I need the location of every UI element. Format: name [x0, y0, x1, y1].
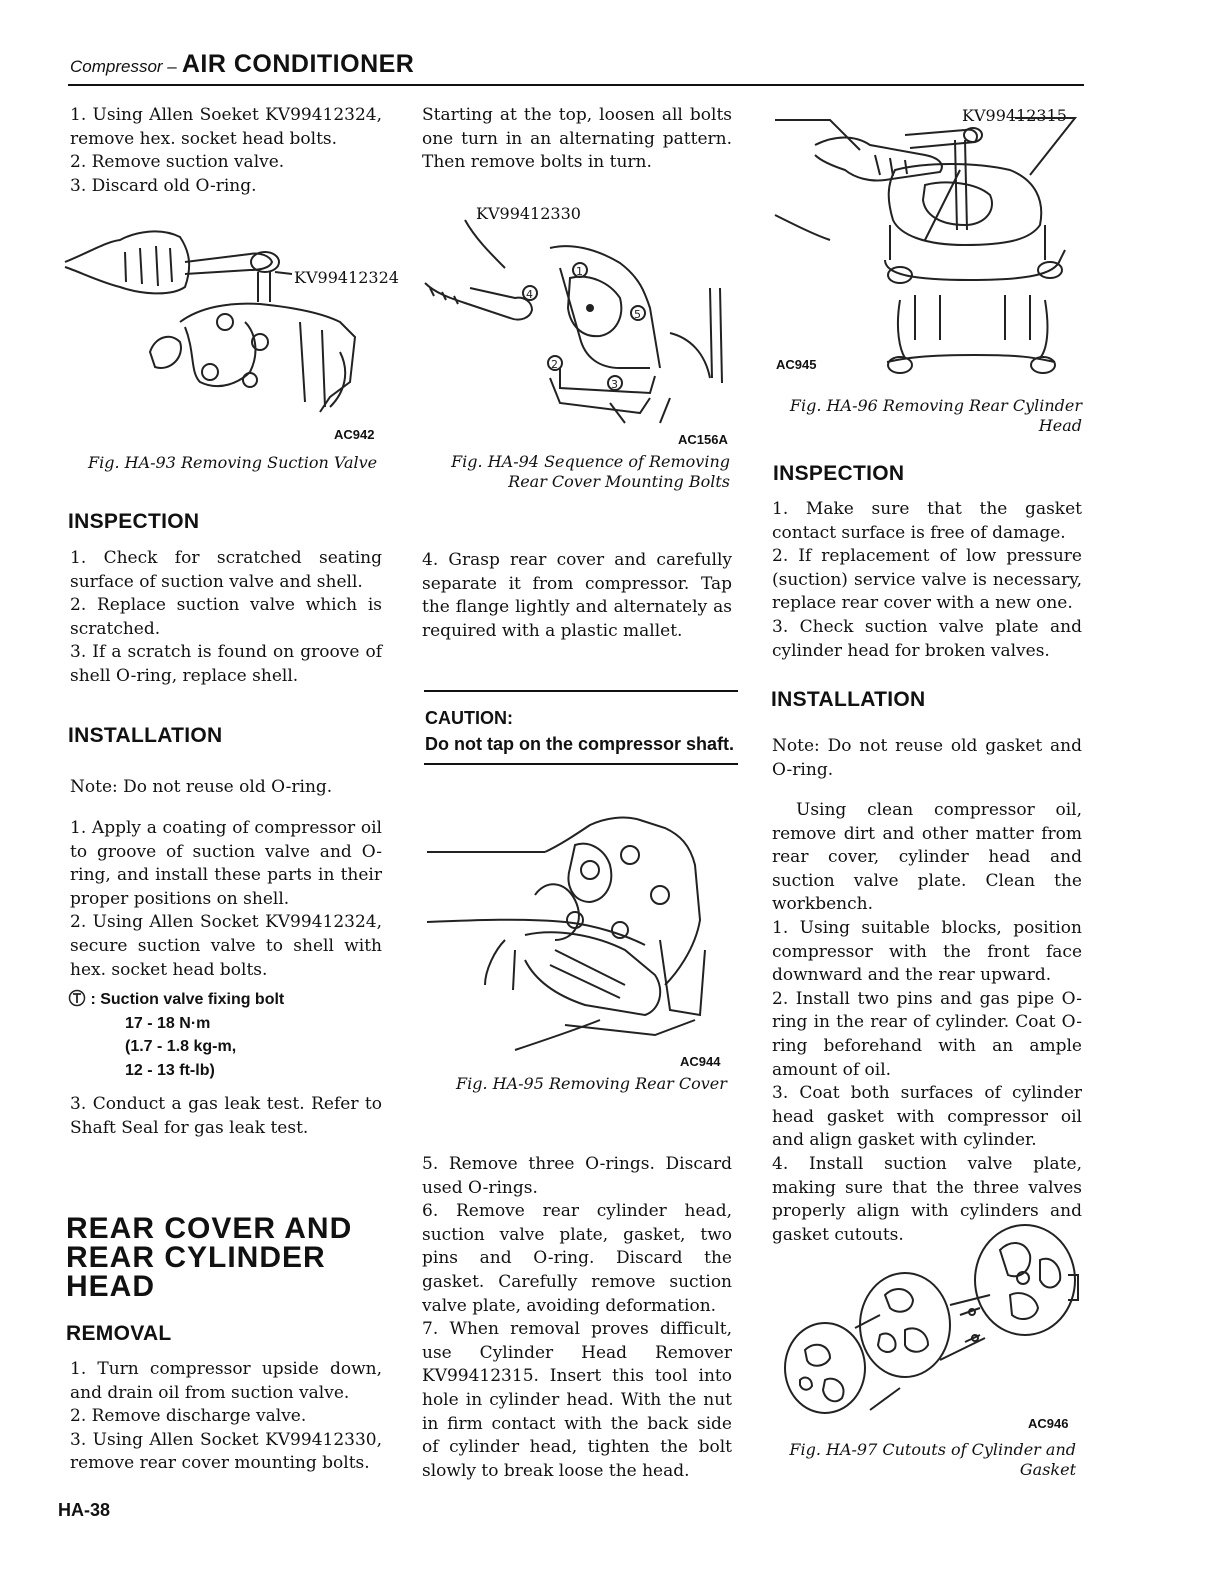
col2-step-6: 6. Remove rear cylinder head, suction valve plate, gasket, two pins and O-ring. Discard the gasket. Carefully remove suction valve plate, avoiding deformation. [422, 1201, 732, 1316]
fig96-tool-label: KV99412315 [962, 106, 1067, 125]
torque-label-row [68, 988, 388, 1012]
col2-intro [422, 104, 732, 175]
col1-intro-step-1: 1. Using Allen Soeket KV99412324, remove hex. socket head bolts. [70, 105, 382, 149]
header-rule [68, 84, 1084, 86]
fig97-caption [780, 1440, 1076, 1480]
col1-inspection-list [70, 547, 382, 689]
col1-intro-step-2: 2. Remove suction valve. [70, 152, 285, 173]
col1-inspection-item-3: 3. If a scratch is found on groove of shell O-ring, replace shell. [70, 642, 382, 686]
col1-installation-item-2: 2. Using Allen Socket KV99412324, secure suction valve to shell with hex. socket head bolts. [70, 912, 382, 980]
caution-bottom-rule [424, 763, 738, 765]
col1-installation-list [70, 817, 382, 982]
col1-intro [70, 104, 382, 198]
torque-label: : Suction valve fixing bolt [90, 991, 285, 1008]
col3-inspection-list [772, 498, 1082, 663]
caution-title: CAUTION: [425, 708, 513, 728]
col3-installation-item-2: 2. Install two pins and gas pipe O-ring in the rear of cylinder. Coat O-ring beforehand with an ample amount of oil. [772, 988, 1082, 1080]
fig95-caption: Fig. HA-95 Removing Rear Cover [456, 1074, 727, 1093]
header-title: AIR CONDITIONER [181, 50, 415, 78]
fig94-tool-label: KV99412330 [476, 204, 581, 223]
col1-installation-item-1: 1. Apply a coating of compressor oil to groove of suction valve and O-ring, and install these parts in their proper positions on shell. [70, 818, 382, 909]
fig96-caption [780, 396, 1082, 436]
fig96-caption-text: Fig. HA-96 Removing Rear Cylinder Head [789, 396, 1082, 435]
col3-installation-heading: INSTALLATION [771, 688, 926, 711]
col3-inspection-item-2: 2. If replacement of low pressure (suction) service valve is necessary, replace rear cover with a new one. [772, 546, 1082, 614]
torque-icon [68, 989, 86, 1007]
fig96-illustration [775, 100, 1085, 385]
col2-step-5: 5. Remove three O-rings. Discard used O-rings. [422, 1154, 732, 1198]
fig94-number-5: 5 [634, 308, 641, 321]
col1-inspection-heading-wrap [68, 510, 199, 534]
fig97-illustration [780, 1220, 1080, 1420]
caution-text: Do not tap on the compressor shaft. [425, 734, 735, 754]
col3-installation-body [772, 799, 1082, 1247]
fig94-number-4: 4 [526, 288, 533, 301]
col3-inspection-heading-wrap [773, 462, 904, 486]
rear-cover-heading: REAR COVER AND REAR CYLINDER HEAD [66, 1212, 353, 1303]
fig95-illustration [425, 810, 735, 1055]
fig96-code: AC945 [776, 357, 817, 372]
col1-inspection-heading: INSPECTION [68, 510, 200, 533]
fig94-number-2: 2 [551, 358, 558, 371]
removal-item-1: 1. Turn compressor upside down, and drain oil from suction valve. [70, 1359, 382, 1403]
header-section: Compressor – [70, 57, 177, 76]
torque-spec [68, 988, 388, 1082]
fig93-code: AC942 [334, 427, 375, 442]
removal-heading-wrap [66, 1322, 172, 1346]
rear-cover-heading-wrap [66, 1214, 386, 1301]
col1-installation-note-text: Note: Do not reuse old O-ring. [70, 777, 333, 797]
removal-heading: REMOVAL [66, 1322, 172, 1345]
col1-intro-step-3: 3. Discard old O-ring. [70, 175, 257, 196]
fig97-caption-text: Fig. HA-97 Cutouts of Cylinder and Gasket [789, 1440, 1076, 1479]
fig94-caption [440, 452, 730, 492]
removal-item-2: 2. Remove discharge valve. [70, 1406, 307, 1427]
fig95-code: AC944 [680, 1054, 721, 1069]
fig93-caption: Fig. HA-93 Removing Suction Valve [88, 453, 378, 472]
caution-top-rule [424, 690, 738, 692]
torque-value-3: 12 - 13 ft-lb) [125, 1061, 215, 1079]
fig94-caption-text: Fig. HA-94 Sequence of Removing Rear Cover Mounting Bolts [451, 452, 730, 491]
fig93-illustration [60, 212, 390, 422]
col1-installation-item-3: 3. Conduct a gas leak test. Refer to Shaft Seal for gas leak test. [70, 1094, 382, 1138]
col1-installation-heading-wrap [68, 724, 222, 748]
removal-list [70, 1358, 382, 1476]
torque-value-2: (1.7 - 1.8 kg-m, [125, 1038, 237, 1055]
col1-installation-item-3-wrap [70, 1093, 382, 1140]
col1-inspection-item-1: 1. Check for scratched seating surface of suction valve and shell. [70, 548, 382, 592]
fig94-illustration [420, 218, 740, 428]
fig94-number-3: 3 [611, 378, 618, 391]
removal-item-3: 3. Using Allen Socket KV99412330, remove rear cover mounting bolts. [70, 1429, 382, 1474]
col1-installation-note [70, 776, 382, 800]
col3-installation-item-3: 3. Coat both surfaces of cylinder head gasket with compressor oil and align gasket with cylinder. [772, 1083, 1082, 1151]
fig93-tool-label: KV99412324 [294, 268, 399, 287]
torque-value-1: 17 - 18 N·m [125, 1014, 211, 1032]
col2-step-7: 7. When removal proves difficult, use Cylinder Head Remover KV99412315. Insert this tool into hole in cylinder head. With the nut in firm contact with the back side of cylinder head, tighten the bolt slowly to break loose the head. [422, 1319, 732, 1481]
col3-installation-item-4: 4. Install suction valve plate, making sure that the three valves properly align with cylinders and gasket cutouts. [772, 1153, 1082, 1245]
page-number: HA-38 [58, 1500, 111, 1520]
col3-installation-heading-wrap [771, 688, 925, 712]
col3-inspection-item-1: 1. Make sure that the gasket contact surface is free of damage. [772, 499, 1082, 543]
col2-intro-text: Starting at the top, loosen all bolts one turn in an alternating pattern. Then remove bolts in turn. [422, 105, 732, 173]
fig94-number-1: 1 [576, 265, 583, 278]
col1-inspection-item-2: 2. Replace suction valve which is scratched. [70, 595, 382, 639]
col2-step4-text: 4. Grasp rear cover and carefully separate it from compressor. Tap the flange lightly and alternately as required with a plastic mallet. [422, 550, 732, 641]
col3-installation-note-text: Note: Do not reuse old gasket and O-ring. [772, 736, 1082, 780]
col3-installation-intro: Using clean compressor oil, remove dirt and other matter from rear cover, cylinder head and suction valve plate. Clean the workbench. [772, 800, 1082, 915]
col3-installation-item-1: 1. Using suitable blocks, position compressor with the front face downward and the rear upward. [772, 917, 1082, 986]
page-header [70, 50, 414, 79]
torque-values [68, 1012, 388, 1083]
col3-inspection-heading: INSPECTION [773, 462, 905, 485]
fig94-code: AC156A [678, 432, 728, 447]
caution-box [425, 705, 737, 757]
fig97-code: AC946 [1028, 1416, 1069, 1431]
col1-installation-heading: INSTALLATION [68, 724, 223, 747]
col2-steps [422, 1153, 732, 1483]
col3-installation-note [772, 735, 1082, 782]
col3-inspection-item-3: 3. Check suction valve plate and cylinder head for broken valves. [772, 616, 1082, 661]
col2-step4 [422, 549, 732, 643]
